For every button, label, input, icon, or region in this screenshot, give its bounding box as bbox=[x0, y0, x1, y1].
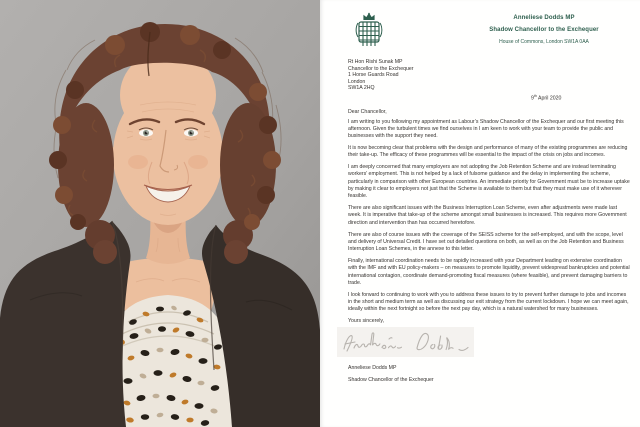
signature-handwriting bbox=[337, 327, 474, 357]
closing: Yours sincerely, bbox=[348, 318, 385, 325]
portcullis-icon bbox=[354, 12, 384, 50]
letterhead bbox=[348, 12, 630, 50]
salutation: Dear Chancellor, bbox=[348, 108, 387, 115]
paragraph: I am deeply concerned that many employers are not adopting the Job Retention Scheme and are instead terminating workers’ employment. This is not helped by a lack of fulsome guidance and the delay in implementing the scheme, particularly in comparison with other European countries. An immediate priority for Government must be to increase uptake by making it clear to employers not just that the Scheme is available to them but that they must make use of it wherever feasible. bbox=[348, 164, 630, 200]
recipient-line: 1 Horse Guards Road bbox=[348, 72, 399, 79]
blush-left bbox=[128, 155, 148, 169]
letter-page bbox=[320, 0, 640, 427]
paragraph: I look forward to continuing to work with you to address these issues to try to prevent further damage to jobs and incomes in the short and medium term as well as discussing our exit strategy from the current lockdown. I hope we can meet again, ideally within the next fortnight so before the next pay day, which is a natural watershed for many businesses. bbox=[348, 291, 629, 313]
letterhead-text bbox=[458, 12, 630, 45]
signoff-title: Shadow Chancellor of the Exchequer bbox=[348, 377, 434, 384]
date-ordinal: th bbox=[533, 93, 537, 98]
paragraph: I am writing to you following my appointment as Labour’s Shadow Chancellor of the Exchequer and our first meeting this afternoon. Given the turbulent times we find ourselves in I am keen to work with your team to provide the public and businesses with the support they need. bbox=[348, 118, 624, 140]
paragraph: There are also significant issues with the Business Interruption Loan Scheme, even after adjustments were made last week. It is imperative that take-up of the scheme amongst small businesses is increased. This requires more Government direction and intervention than has occurred heretofore. bbox=[348, 205, 627, 226]
sender-name: Anneliese Dodds MP bbox=[513, 15, 575, 21]
recipient-line: London bbox=[348, 78, 366, 85]
date-rest: April 2020 bbox=[536, 95, 562, 102]
recipient-address bbox=[348, 59, 630, 92]
recipient-line: Rt Hon Rishi Sunak MP bbox=[348, 59, 403, 65]
recipient-line: SW1A 2HQ bbox=[348, 85, 375, 92]
face bbox=[113, 85, 223, 225]
date-day: 9 bbox=[531, 95, 534, 102]
blush-right bbox=[188, 155, 208, 169]
paragraph: There are also of course issues with the coverage of the SEISS scheme for the self-employed, and with the scope, level and delivery of Universal Credit. I have set out detailed questions on both, as well as on the Job Retention and Business Interruption Loan Schemes, in the annexe to this letter. bbox=[348, 231, 624, 253]
sender-title: Shadow Chancellor to the Exchequer bbox=[489, 27, 599, 33]
letter-body bbox=[348, 119, 630, 314]
letter-date bbox=[348, 94, 630, 102]
signoff-name: Anneliese Dodds MP bbox=[348, 365, 397, 372]
paragraph: Finally, international coordination needs to be rapidly increased with your Department leading on extensive coordination with the IMF and with EU policy-makers – on measures to promote liquidity, prevent widespread bankruptcies and potential international contagion, coordinate demand-promoting fiscal measures (where feasible), and prevent damaging barriers to trade. bbox=[348, 257, 630, 286]
recipient-line: Chancellor to the Exchequer bbox=[348, 65, 414, 72]
sender-address: House of Commons, London SW1A 0AA bbox=[499, 39, 589, 45]
paragraph: It is now becoming clear that problems with the design and performance of many of the existing programmes are reducing their take-up. The efficacy of these programmes will be essential to the impact of the crisis on jobs and incomes. bbox=[348, 145, 628, 159]
